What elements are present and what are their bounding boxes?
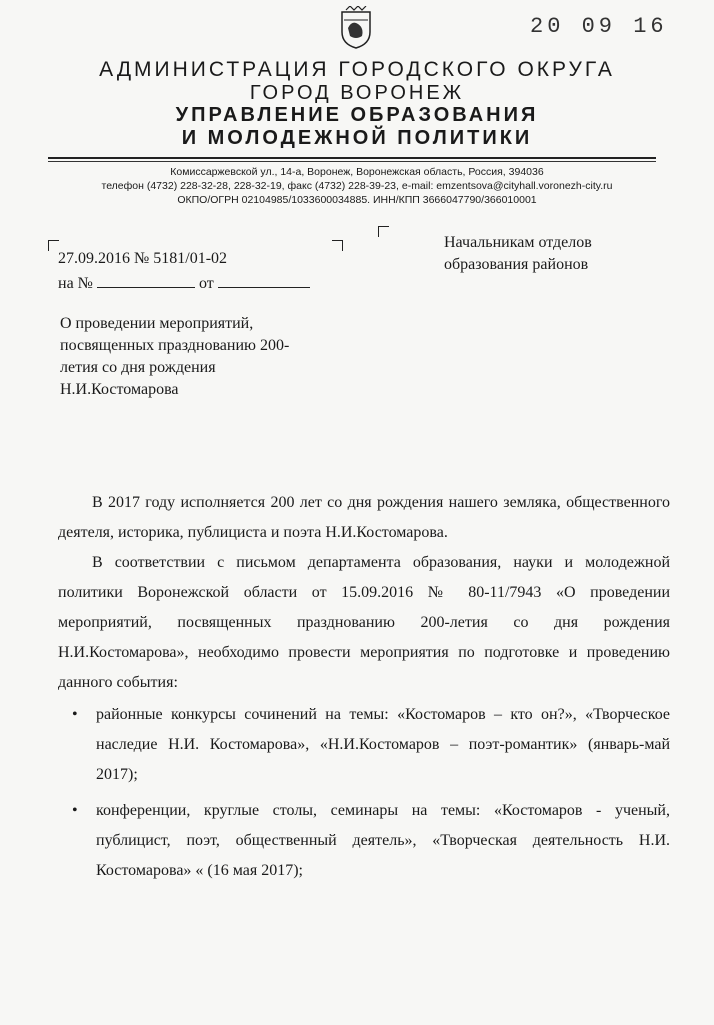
list-item — [58, 796, 670, 886]
list-item — [58, 700, 670, 790]
addressee-block — [444, 232, 592, 276]
subject-line: О проведении мероприятий, — [60, 315, 254, 332]
bullet-icon: • — [72, 802, 78, 819]
reference-from-label: от — [198, 275, 214, 292]
list-item-text: районные конкурсы сочинений на темы: «Костомаров – кто он?», «Творческое наследие Н.И. Костомарова», «Н.И.Костомаров – поэт-романтик» (январь-май 2017); — [96, 706, 670, 783]
body-paragraph: В 2017 году исполняется 200 лет со дня рождения нашего земляка, общественного деятеля, историка, публициста и поэта Н.И.Костомарова. — [58, 494, 670, 541]
coat-of-arms-emblem — [338, 6, 374, 50]
letter-body — [58, 488, 670, 892]
received-date-stamp: 20 09 16 — [530, 14, 668, 39]
subject-line: летия со дня рождения — [60, 359, 216, 376]
reference-date-blank — [218, 273, 310, 288]
contact-address: Комиссаржевской ул., 14-а, Воронеж, Воронежская область, Россия, 394036 — [170, 166, 544, 178]
org-name-line2: ГОРОД ВОРОНЕЖ — [249, 82, 465, 104]
reference-number-blank — [97, 273, 195, 288]
header-divider — [48, 157, 656, 159]
list-item-text: конференции, круглые столы, семинары на темы: «Костомаров - ученый, публицист, поэт, общественный деятель», «Творческая деятельность Н.И. Костомарова» « (16 мая 2017); — [96, 802, 670, 879]
org-name-line1: АДМИНИСТРАЦИЯ ГОРОДСКОГО ОКРУГА — [99, 58, 615, 81]
outgoing-date-number: 27.09.2016 № 5181/01-02 — [58, 250, 228, 267]
field-corner-mark — [332, 240, 343, 251]
event-list — [58, 700, 670, 886]
subject-line: посвященных празднованию 200- — [60, 337, 290, 354]
header-divider-thin — [48, 161, 656, 162]
contact-phones: телефон (4732) 228-32-28, 228-32-19, факс (4732) 228-39-23, e-mail: emzentsova@cityhall.voronezh-city.ru — [101, 180, 613, 192]
bullet-icon: • — [72, 706, 78, 723]
body-paragraph: В соответствии с письмом департамента образования, науки и молодежной политики Воронежской области от 15.09.2016 № 80-11/7943 «О проведении мероприятий, посвященных празднованию 200-летия со дня рождения Н.И.Костомарова», необходимо провести мероприятия по подготовке и проведению данного события: — [58, 554, 670, 691]
reference-line — [58, 273, 310, 293]
reference-prefix: на № — [58, 275, 93, 292]
contact-registry-codes: ОКПО/ОГРН 02104985/1033600034885. ИНН/КПП 3666047790/366010001 — [177, 194, 537, 206]
subject-line: Н.И.Костомарова — [60, 381, 179, 398]
addressee-line: образования районов — [444, 256, 589, 273]
department-name-line1: УПРАВЛЕНИЕ ОБРАЗОВАНИЯ — [175, 104, 539, 126]
department-name-line2: И МОЛОДЕЖНОЙ ПОЛИТИКИ — [181, 127, 533, 149]
addressee-line: Начальникам отделов — [444, 234, 592, 251]
field-corner-mark — [378, 226, 389, 237]
letter-subject — [60, 313, 350, 401]
